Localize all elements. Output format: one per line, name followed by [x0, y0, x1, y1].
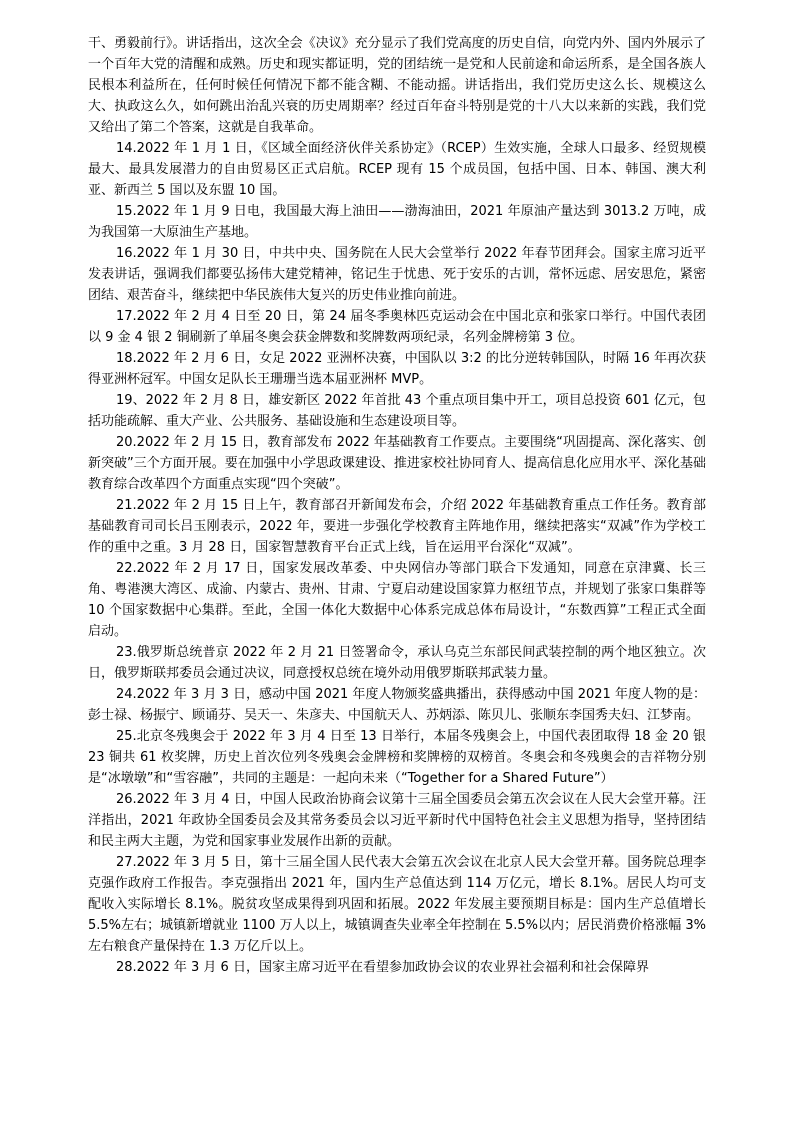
paragraph-item-24: 24.2022 年 3 月 3 日，感动中国 2021 年度人物颁奖盛典播出，获得感动中国 2021 年度人物的是：彭士禄、杨振宁、顾诵芬、吴天一、朱彦夫、中国航天人、苏炳添、陈贝儿、张顺东李国秀夫妇、江梦南。: [88, 687, 706, 723]
paragraph-intro: 干、勇毅前行》。讲话指出，这次全会《决议》充分显示了我们党高度的历史自信，向党内外、国内外展示了一个百年大党的清醒和成熟。历史和现实都证明，党的团结统一是党和人民前途和命运所系，是全国各族人民根本利益所在，任何时候任何情况下都不能含糊、不能动摇。讲话指出，我们党历史这么长、规模这么大、执政这么久，如何跳出治乱兴衰的历史周期率？经过百年奋斗特别是党的十八大以来新的实践，我们党又给出了第二个答案，这就是自我革命。: [88, 36, 706, 135]
paragraph-item-28: 28.2022 年 3 月 6 日，国家主席习近平在看望参加政协会议的农业界社会福利和社会保障界: [116, 960, 649, 975]
document-page: [88, 33, 706, 978]
paragraph-item-25: 25.北京冬残奥会于 2022 年 3 月 4 日至 13 日举行，本届冬残奥会上，中国代表团取得 18 金 20 银 23 铜共 61 枚奖牌，历史上首次位列冬残奥会金牌榜和奖牌榜的双榜首。冬奥会和冬残奥会的吉祥物分别是“冰墩墩”和“雪容融”，共同的主题是：一起向未来（“Together for a Shared Future”）: [88, 729, 706, 786]
paragraph-item-26: 26.2022 年 3 月 4 日，中国人民政治协商会议第十三届全国委员会第五次会议在人民大会堂开幕。汪洋指出，2021 年政协全国委员会及其常务委员会以习近平新时代中国特色社会主义思想为指导，坚持团结和民主两大主题，为党和国家事业发展作出新的贡献。: [88, 792, 706, 849]
paragraph-item-21: 21.2022 年 2 月 15 日上午，教育部召开新闻发布会，介绍 2022 年基础教育重点工作任务。教育部基础教育司司长吕玉刚表示，2022 年，要进一步强化学校教育主阵地作用，继续把落实“双减”作为学校工作的重中之重。3 月 28 日，国家智慧教育平台正式上线，旨在运用平台深化“双减”。: [88, 498, 706, 555]
paragraph-item-22: 22.2022 年 2 月 17 日，国家发展改革委、中央网信办等部门联合下发通知，同意在京津冀、长三角、粤港澳大湾区、成渝、内蒙古、贵州、甘肃、宁夏启动建设国家算力枢纽节点，并规划了张家口集群等 10 个国家数据中心集群。至此，全国一体化大数据中心体系完成总体布局设计，“东数西算”工程正式全面启动。: [88, 561, 706, 639]
paragraph-item-18: 18.2022 年 2 月 6 日，女足 2022 亚洲杯决赛，中国队以 3:2 的比分逆转韩国队，时隔 16 年再次获得亚洲杯冠军。中国女足队长王珊珊当选本届亚洲杯 MVP。: [88, 351, 706, 387]
paragraph-item-16: 16.2022 年 1 月 30 日，中共中央、国务院在人民大会堂举行 2022 年春节团拜会。国家主席习近平发表讲话，强调我们都要弘扬伟大建党精神，铭记生于忧患、死于安乐的古训，常怀远虑、居安思危，紧密团结、艰苦奋斗，继续把中华民族伟大复兴的历史伟业推向前进。: [88, 246, 706, 303]
paragraph-item-15: 15.2022 年 1 月 9 日电，我国最大海上油田——渤海油田，2021 年原油产量达到 3013.2 万吨，成为我国第一大原油生产基地。: [88, 204, 706, 240]
paragraph-item-23: 23.俄罗斯总统普京 2022 年 2 月 21 日签署命令，承认乌克兰东部民间武装控制的两个地区独立。次日，俄罗斯联邦委员会通过决议，同意授权总统在境外动用俄罗斯联邦武装力量。: [88, 645, 706, 681]
paragraph-item-19: 19、2022 年 2 月 8 日，雄安新区 2022 年首批 43 个重点项目集中开工，项目总投资 601 亿元，包括功能疏解、重大产业、公共服务、基础设施和生态建设项目等。: [88, 393, 706, 429]
paragraph-item-17: 17.2022 年 2 月 4 日至 20 日，第 24 届冬季奥林匹克运动会在中国北京和张家口举行。中国代表团以 9 金 4 银 2 铜刷新了单届冬奥会获金牌数和奖牌数两项纪录，名列金牌榜第 3 位。: [88, 309, 706, 345]
paragraph-item-14: 14.2022 年 1 月 1 日，《区域全面经济伙伴关系协定》（RCEP）生效实施，全球人口最多、经贸规模最大、最具发展潜力的自由贸易区正式启航。RCEP 现有 15 个成员国，包括中国、日本、韩国、澳大利亚、新西兰 5 国以及东盟 10 国。: [88, 141, 706, 198]
paragraph-item-20: 20.2022 年 2 月 15 日，教育部发布 2022 年基础教育工作要点。主要围绕“巩固提高、深化落实、创新突破”三个方面开展。要在加强中小学思政课建设、推进家校社协同育人、提高信息化应用水平、深化基础教育综合改革四个方面重点实现“四个突破”。: [88, 435, 706, 492]
paragraph-item-27: 27.2022 年 3 月 5 日，第十三届全国人民代表大会第五次会议在北京人民大会堂开幕。国务院总理李克强作政府工作报告。李克强指出 2021 年，国内生产总值达到 114 万亿元，增长 8.1%。居民人均可支配收入实际增长 8.1%。脱贫攻坚成果得到巩固和拓展。2022 年发展主要预期目标是：国内生产总值增长 5.5%左右；城镇新增就业 1100 万人以上，城镇调查失业率全年控制在 5.5%以内；居民消费价格涨幅 3%左右粮食产量保持在 1.3 万亿斤以上。: [88, 855, 706, 954]
